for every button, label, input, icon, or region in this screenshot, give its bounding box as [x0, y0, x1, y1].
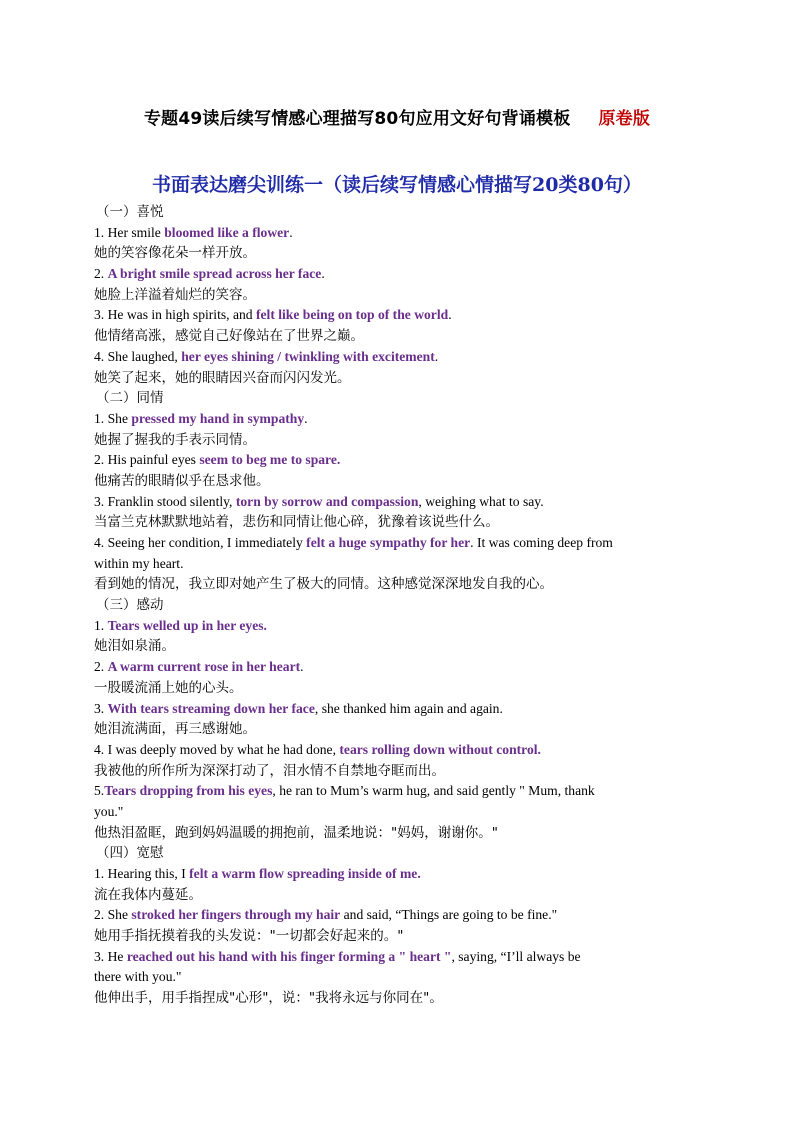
text-segment: 2. She — [94, 907, 132, 923]
text-segment: you." — [94, 803, 124, 819]
highlighted-phrase: torn by sorrow and compassion — [235, 493, 419, 509]
document-title — [0, 104, 794, 129]
edition-tag: 原卷版 — [598, 109, 651, 129]
highlighted-phrase: reached out his hand with his finger forming a " heart " — [126, 948, 452, 964]
text-segment: （二）同情 — [96, 390, 164, 407]
english-sentence — [94, 347, 734, 368]
text-segment: 她泪流满面，再三感谢她。 — [94, 721, 256, 738]
chinese-translation — [94, 761, 734, 782]
text-segment: 流在我体内蔓延。 — [94, 886, 202, 903]
chinese-translation — [94, 719, 734, 740]
text-segment: 4. She laughed, — [94, 348, 182, 364]
english-sentence — [94, 802, 734, 823]
text-segment: . — [448, 307, 452, 323]
highlighted-phrase: Tears welled up in her eyes. — [107, 617, 267, 633]
text-segment: 2. — [94, 659, 108, 675]
text-segment: , weighing what to say. — [418, 493, 544, 509]
english-sentence — [94, 657, 734, 678]
document-title-text: 专题49读后续写情感心理描写80句应用文好句背诵模板 — [143, 109, 571, 129]
text-segment: 她笑了起来，她的眼睛因兴奋而闪闪发光。 — [94, 369, 351, 386]
text-segment: 她的笑容像花朵一样开放。 — [94, 245, 256, 262]
text-segment: 我被他的所作所为深深打动了，泪水情不自禁地夺眶而出。 — [94, 762, 445, 779]
text-segment: 她用手指抚摸着我的头发说："一切都会好起来的。" — [94, 928, 404, 945]
chinese-translation — [94, 823, 734, 844]
section-title: 书面表达磨尖训练一（读后续写情感心情描写20类80句） — [152, 174, 642, 196]
english-sentence — [94, 223, 734, 244]
chinese-translation — [94, 471, 734, 492]
chinese-translation — [94, 326, 734, 347]
text-segment: 3. — [94, 700, 108, 716]
text-segment: . — [289, 224, 293, 240]
highlighted-phrase: seem to beg me to spare. — [199, 452, 341, 468]
english-sentence — [94, 616, 734, 637]
english-sentence — [94, 264, 734, 285]
english-sentence — [94, 905, 734, 926]
highlighted-phrase: felt like being on top of the world — [255, 307, 449, 323]
text-segment: 3. He was in high spirits, and — [94, 307, 256, 323]
text-segment: （一）喜悦 — [96, 204, 164, 220]
english-sentence — [94, 450, 734, 471]
text-segment: （三）感动 — [96, 597, 164, 614]
text-segment: 3. He — [94, 948, 127, 964]
text-segment: 1. — [94, 617, 108, 633]
english-sentence — [94, 533, 734, 554]
text-segment: . — [304, 410, 308, 426]
english-sentence — [94, 864, 734, 885]
category-heading — [94, 388, 734, 409]
text-segment: 他情绪高涨，感觉自己好像站在了世界之巅。 — [94, 328, 364, 345]
chinese-translation — [94, 885, 734, 906]
chinese-translation — [94, 636, 734, 657]
text-segment: 一股暖流涌上她的心头。 — [94, 679, 243, 696]
chinese-translation — [94, 430, 734, 451]
highlighted-phrase: With tears streaming down her face — [107, 700, 315, 716]
chinese-translation — [94, 368, 734, 389]
text-segment: 她握了握我的手表示同情。 — [94, 431, 256, 448]
text-segment: 4. Seeing her condition, I immediately — [94, 535, 307, 550]
highlighted-phrase: tears rolling down without control. — [339, 741, 541, 757]
chinese-translation — [94, 285, 734, 306]
highlighted-phrase: her eyes shining / twinkling with excitement — [181, 348, 435, 364]
category-heading — [94, 843, 734, 864]
chinese-translation — [94, 574, 734, 595]
text-segment: within my heart. — [94, 555, 184, 571]
english-sentence — [94, 740, 734, 761]
text-segment: 1. She — [94, 410, 132, 426]
english-sentence — [94, 699, 734, 720]
text-segment: 2. His painful eyes — [94, 452, 200, 468]
chinese-translation — [94, 988, 734, 1009]
text-segment: 3. Franklin stood silently, — [94, 493, 236, 509]
text-segment: and said, “Things are going to be fine." — [340, 907, 558, 923]
text-segment: 他热泪盈眶，跑到妈妈温暖的拥抱前，温柔地说："妈妈，谢谢你。" — [94, 824, 498, 841]
text-segment: 4. I was deeply moved by what he had done, — [94, 741, 340, 757]
text-segment: 她泪如泉涌。 — [94, 638, 175, 655]
highlighted-phrase: A bright smile spread across her face — [107, 266, 322, 282]
text-segment: , he ran to Mum’s warm hug, and said gently " Mum, thank — [272, 783, 595, 799]
english-sentence — [94, 409, 734, 430]
text-segment: 当富兰克林默默地站着，悲伤和同情让他心碎，犹豫着该说些什么。 — [94, 514, 499, 531]
sentence-list — [94, 202, 734, 1009]
text-segment: . — [321, 266, 325, 282]
text-segment: 他伸出手，用手指捏成"心形"，说："我将永远与你同在"。 — [94, 990, 443, 1007]
highlighted-phrase: felt a warm flow spreading inside of me. — [189, 866, 421, 881]
text-segment: . — [434, 348, 439, 364]
text-segment: . It was coming deep from — [470, 535, 613, 550]
text-segment: 2. — [94, 266, 108, 282]
english-sentence — [94, 947, 734, 968]
chinese-translation — [94, 678, 734, 699]
text-segment: . — [300, 659, 304, 675]
text-segment: , saying, “I’ll always be — [451, 948, 581, 964]
highlighted-phrase: stroked her fingers through my hair — [131, 907, 341, 923]
text-segment: 5. — [94, 783, 105, 799]
text-segment: 1. Hearing this, I — [94, 866, 190, 881]
highlighted-phrase: felt a huge sympathy for her — [306, 535, 471, 550]
highlighted-phrase: Tears dropping from his eyes — [104, 783, 273, 799]
highlighted-phrase: bloomed like a flower — [164, 224, 290, 240]
text-segment: 1. Her smile — [94, 224, 165, 240]
english-sentence — [94, 781, 734, 802]
chinese-translation — [94, 243, 734, 264]
text-segment: there with you." — [94, 969, 182, 985]
highlighted-phrase: pressed my hand in sympathy — [131, 410, 305, 426]
chinese-translation — [94, 926, 734, 947]
text-segment: 看到她的情况，我立即对她产生了极大的同情。这种感觉深深地发自我的心。 — [94, 576, 553, 593]
english-sentence — [94, 554, 734, 575]
highlighted-phrase: A warm current rose in her heart — [107, 659, 301, 675]
english-sentence — [94, 967, 734, 988]
category-heading — [94, 202, 734, 223]
category-heading — [94, 595, 734, 616]
text-segment: 他痛苦的眼睛似乎在恳求他。 — [94, 472, 270, 489]
chinese-translation — [94, 512, 734, 533]
english-sentence — [94, 305, 734, 326]
text-segment: （四）宽慰 — [96, 845, 164, 862]
text-segment: 她脸上洋溢着灿烂的笑容。 — [94, 286, 256, 303]
english-sentence — [94, 492, 734, 513]
text-segment: , she thanked him again and again. — [314, 700, 503, 716]
